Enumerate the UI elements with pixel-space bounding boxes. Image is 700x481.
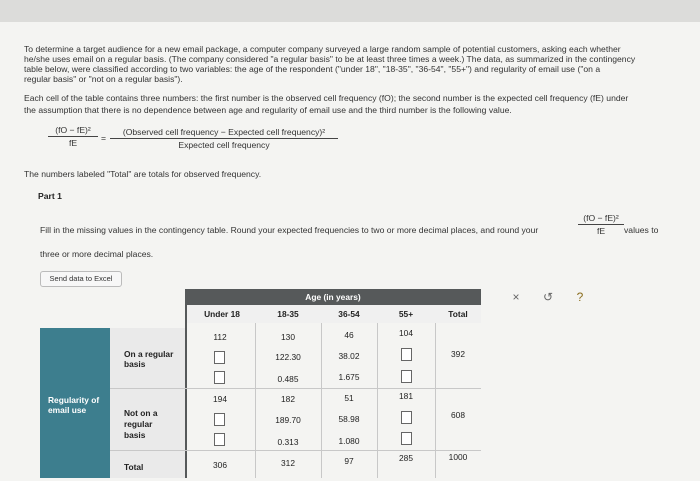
regularity-label: Regularity of email use bbox=[48, 395, 100, 415]
totals-note: The numbers labeled "Total" are totals for observed frequency. bbox=[24, 169, 262, 179]
instruction-fraction bbox=[578, 213, 624, 236]
r1-55plus-observed: 104 bbox=[399, 328, 413, 338]
r1-55plus-expected-input[interactable] bbox=[401, 348, 412, 361]
r2-36-54-observed: 51 bbox=[344, 393, 354, 403]
row-divider-1 bbox=[110, 388, 481, 389]
r1-55plus-chi-input[interactable] bbox=[401, 370, 412, 383]
intro-line-1: To determine a target audience for a new email package, a computer company surveyed a large random sample of potential customers, asking each whether bbox=[24, 44, 621, 54]
instruction-line-1: Fill in the missing values in the contingency table. Round your expected frequencies to two or more decimal places, and round your bbox=[40, 225, 539, 235]
total-36-54: 97 bbox=[344, 456, 354, 466]
instruction-fraction-numerator: (fO − fE)² bbox=[578, 213, 624, 225]
total-18-35: 312 bbox=[281, 458, 295, 468]
total-55plus: 285 bbox=[399, 453, 413, 463]
r2-total: 608 bbox=[451, 410, 465, 420]
r1-total: 392 bbox=[451, 349, 465, 359]
instruction-fraction-denominator: fE bbox=[596, 226, 606, 236]
r2-55plus-observed: 181 bbox=[399, 391, 413, 401]
r1-36-54-observed: 46 bbox=[344, 330, 354, 340]
send-to-excel-button[interactable]: Send data to Excel bbox=[40, 271, 122, 287]
explain-line-1: Each cell of the table contains three numbers: the first number is the observed cell frequency (fO); the second number is the expected cell frequency (fE) under bbox=[24, 93, 629, 103]
formula-left-fraction bbox=[48, 125, 98, 148]
r2-18-35-observed: 182 bbox=[281, 394, 295, 404]
r2-36-54-chi: 1.080 bbox=[338, 436, 360, 446]
intro-line-2: he/she uses email on a regular basis. (The company considered "a regular basis" to be at least three times a week.) The data, as summarized in the contingency bbox=[24, 54, 636, 64]
r2-under18-expected-input[interactable] bbox=[214, 413, 225, 426]
intro-line-4: regular basis" or "not on a regular basis"). bbox=[24, 74, 183, 84]
undo-icon[interactable]: ↺ bbox=[542, 290, 554, 304]
formula-left-denominator: fE bbox=[68, 138, 78, 148]
col-header-18-35: 18-35 bbox=[255, 305, 321, 323]
r2-18-35-expected: 189.70 bbox=[275, 415, 301, 425]
close-icon[interactable]: × bbox=[512, 290, 520, 304]
r2-18-35-chi: 0.313 bbox=[277, 437, 299, 447]
col-header-55plus: 55+ bbox=[377, 305, 435, 323]
r1-36-54-chi: 1.675 bbox=[338, 372, 360, 382]
part-label: Part 1 bbox=[38, 191, 62, 201]
intro-line-3: table below, were classified according to two variables: the age of the respondent ("under 18", "18-35", "36-54", "55+") and regularity of email use ("on a bbox=[24, 64, 601, 74]
formula-left-numerator: (fO − fE)² bbox=[48, 125, 98, 137]
r1-18-35-chi: 0.485 bbox=[277, 374, 299, 384]
r2-under18-chi-input[interactable] bbox=[214, 433, 225, 446]
explain-line-2: the assumption that there is no dependence between age and regularity of email use and the third number is the following value. bbox=[24, 105, 512, 115]
col-header-total: Total bbox=[435, 305, 481, 323]
instruction-line-2: three or more decimal places. bbox=[40, 249, 154, 259]
total-grand: 1000 bbox=[448, 452, 468, 462]
row-label-regular: On a regular basis bbox=[124, 349, 174, 369]
formula-equals: = bbox=[101, 133, 107, 143]
row-label-not-regular: Not on a regular basis bbox=[124, 408, 158, 440]
top-toolbar bbox=[0, 0, 700, 22]
col-header-36-54: 36-54 bbox=[321, 305, 377, 323]
instruction-values-to: values to bbox=[624, 225, 659, 235]
r2-55plus-chi-input[interactable] bbox=[401, 432, 412, 445]
r1-under18-expected-input[interactable] bbox=[214, 351, 225, 364]
formula-right-numerator: (Observed cell frequency − Expected cell frequency)² bbox=[110, 127, 338, 139]
r2-55plus-expected-input[interactable] bbox=[401, 411, 412, 424]
r2-36-54-expected: 58.98 bbox=[338, 414, 360, 424]
r1-36-54-expected: 38.02 bbox=[338, 351, 360, 361]
r2-under18-observed: 194 bbox=[213, 394, 227, 404]
formula-right-fraction bbox=[110, 127, 338, 150]
r1-under18-chi-input[interactable] bbox=[214, 371, 225, 384]
help-icon[interactable]: ? bbox=[576, 290, 584, 304]
r1-18-35-expected: 122.30 bbox=[275, 352, 301, 362]
total-under18: 306 bbox=[213, 460, 227, 470]
r1-under18-observed: 112 bbox=[213, 332, 227, 342]
age-group-header: Age (in years) bbox=[185, 289, 481, 305]
row-label-total: Total bbox=[124, 462, 144, 472]
col-header-under-18: Under 18 bbox=[185, 305, 257, 323]
formula-right-denominator: Expected cell frequency bbox=[178, 140, 270, 150]
row-divider-2 bbox=[110, 450, 481, 451]
r1-18-35-observed: 130 bbox=[281, 332, 295, 342]
